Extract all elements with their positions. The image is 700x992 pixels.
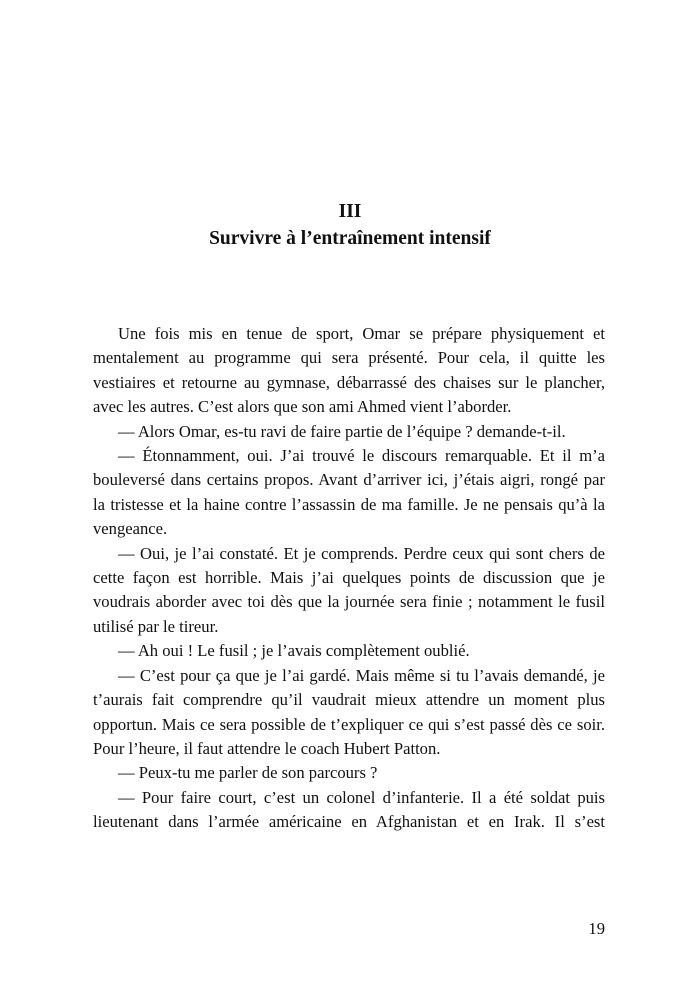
paragraph: — Peux-tu me parler de son parcours ?: [118, 763, 378, 783]
chapter-title: Survivre à l’entraînement intensif: [209, 228, 491, 249]
paragraph: — Ah oui ! Le fusil ; je l’avais complètement oublié.: [118, 641, 470, 661]
paragraph: — C’est pour ça que je l’ai gardé. Mais même si tu l’avais demandé, je t’aurais fait comprendre qu’il vaudrait mieux attendre un moment plus opportun. Mais ce sera possible de t’expliquer ce qui s’est passé dès ce soir. Pour l’heure, il faut attendre le coach Hubert Patton.: [93, 665, 605, 758]
paragraph: — Alors Omar, es-tu ravi de faire partie de l’équipe ? demande-t-il.: [118, 421, 566, 441]
body-text: [93, 322, 605, 835]
chapter-number: III: [338, 201, 362, 222]
chapter-heading: [0, 198, 700, 252]
paragraph: Une fois mis en tenue de sport, Omar se prépare physiquement et mentalement au programme qui sera présenté. Pour cela, il quitte les vestiaires et retourne au gymnase, débarrassé des chaises sur le plancher, avec les autres. C’est alors que son ami Ahmed vient l’aborder.: [93, 324, 605, 417]
page-number: 19: [588, 919, 605, 938]
paragraph: — Oui, je l’ai constaté. Et je comprends. Perdre ceux qui sont chers de cette façon est horrible. Mais j’ai quelques points de discussion que je voudrais aborder avec toi dès que la journée sera finie ; notamment le fusil utilisé par le tireur.: [93, 543, 605, 636]
paragraph-last: — Pour faire court, c’est un colonel d’infanterie. Il a été soldat puis lieutenant dans l’armée américaine en Afghanistan et en Irak. Il s’est: [93, 787, 605, 832]
paragraph: — Étonnamment, oui. J’ai trouvé le discours remarquable. Et il m’a bouleversé dans certains propos. Avant d’arriver ici, j’étais aigri, rongé par la tristesse et la haine contre l’assassin de ma famille. Je ne pensais qu’à la vengeance.: [93, 446, 605, 539]
